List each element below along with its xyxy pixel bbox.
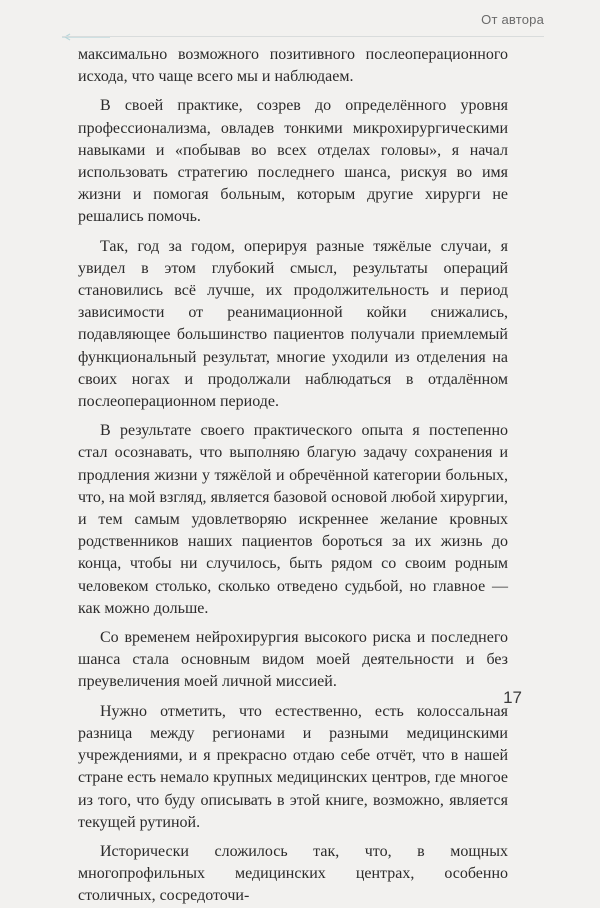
paragraph-5: Со временем нейрохирургия высокого риска и последнего шанса стала основным видом моей деятельности и без преувеличения моей личной миссией. <box>78 629 508 691</box>
page-number: 17 <box>503 688 522 707</box>
paragraph-3: Так, год за годом, оперируя разные тяжёлые случаи, я увидел в этом глубокий смысл, результаты операций становились всё лучше, их продолжительность и период зависимости от реанимационной койки снижались, подавляющее большинство пациентов получали приемлемый функциональный результат, многие уходили из отделения на своих ногах и продолжали наблюдаться в отдалённом послеоперационном периоде. <box>78 237 508 411</box>
paragraph-7: Исторически сложилось так, что, в мощных многопрофильных медицинских центрах, особенно столичных, сосредоточи- <box>78 842 508 905</box>
header-divider <box>62 36 544 37</box>
decorative-ornament-icon <box>62 32 110 42</box>
running-header: От автора <box>481 12 544 27</box>
paragraph-1: максимально возможного позитивного послеоперационного исхода, что чаще всего мы и наблюдаем. <box>78 46 508 86</box>
paragraph-2: В своей практике, созрев до определённого уровня профессионализма, овладев тонкими микрохирургическими навыками и «побывав во всех отделах головы», я начал использовать стратегию последнего шанса, рискуя во имя жизни и помогая больным, которым другие хирурги не решались помочь. <box>78 97 508 226</box>
paragraph-6: Нужно отметить, что естественно, есть колоссальная разница между регионами и разными медицинскими учреждениями, и я прекрасно отдаю себе отчёт, что в нашей стране есть немало крупных медицинских центров, где многое из того, что буду описывать в этой книге, возможно, является текущей рутиной. <box>78 702 508 831</box>
main-text <box>78 44 508 908</box>
paragraph-4: В результате своего практического опыта я постепенно стал осознавать, что выполняю благую задачу сохранения и продления жизни у тяжёлой и обречённой категории больных, что, на мой взгляд, является базовой основой любой хирургии, и тем самым удовлетворяю искреннее желание кровных родственников наших пациентов бороться за их жизнь до конца, чтобы ни случилось, быть рядом со своим родным человеком столько, сколько отведено судьбой, но главное — как можно дольше. <box>78 422 508 617</box>
